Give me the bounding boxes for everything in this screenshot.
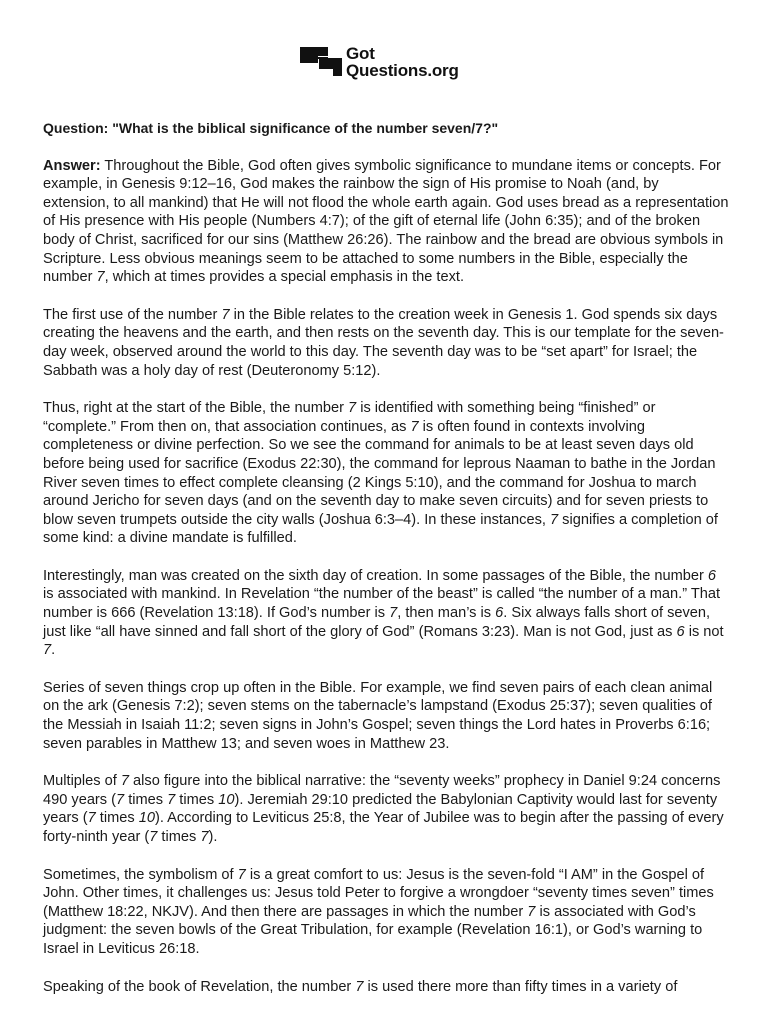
- emphasis-number: 7: [200, 829, 209, 845]
- emphasis-number: 6: [707, 567, 717, 584]
- answer-paragraph: Sometimes, the symbolism of 7 is a great comfort to us: Jesus is the seven-fold “I AM” in the Gospel of John. Other times, it challenges us: Jesus told Peter to forgive a wrongdoer “seventy times seven” times (Matthew 18:22, NKJV). And then there are passages in which the number 7 is associated with God’s judgment: the seven bowls of the Great Tribulation, for example (Revelation 16:1), or God’s warning to Israel in Leviticus 26:18.: [43, 866, 714, 957]
- emphasis-number: 7: [120, 773, 129, 790]
- answer-paragraph: The first use of the number 7 in the Bible relates to the creation week in Genesis 1. God spends six days creating the heavens and the earth, and then rests on the seventh day. This is our template for the seven-day week, observed around the world to this day. The seventh day was to be “set apart” for Israel; the Sabbath was a holy day of rest (Deuteronomy 5:12).: [43, 306, 724, 379]
- brand-name: [346, 45, 459, 79]
- emphasis-number: 7: [550, 511, 559, 528]
- emphasis-number: 7: [410, 418, 419, 435]
- answer-paragraphs: [43, 157, 729, 997]
- question-heading: Question: "What is the biblical significance of the number seven/7?": [43, 120, 499, 136]
- emphasis-number: 7: [221, 306, 230, 323]
- emphasis-number: 7: [527, 903, 536, 920]
- answer-paragraph: Interestingly, man was created on the sixth day of creation. In some passages of the Bible, the number 6 is associated with mankind. In Revelation “the number of the beast” is called “the number of a man.” That number is 666 (Revelation 13:18). If God’s number is 7, then man’s is 6. Six always falls short of seven, just like “all have sinned and fall short of the glory of God” (Romans 3:23). Man is not God, just as 6 is not 7.: [43, 567, 724, 659]
- answer-label: Answer:: [43, 157, 101, 174]
- emphasis-number: 7: [355, 978, 364, 995]
- emphasis-number: 10: [138, 810, 155, 827]
- emphasis-number: 6: [676, 623, 685, 640]
- emphasis-number: 7: [87, 810, 96, 827]
- emphasis-number: 7: [167, 791, 176, 808]
- emphasis-number: 7: [43, 642, 52, 659]
- answer-paragraph: Series of seven things crop up often in the Bible. For example, we find seven pairs of each clean animal on the ark (Genesis 7:2); seven stems on the tabernacle’s lampstand (Exodus 25:37); seven qualities of the Messiah in Isaiah 11:2; seven signs in John’s Gospel; seven things the Lord hates in Proverbs 6:16; seven parables in Matthew 13; and seven woes in Matthew 23.: [43, 679, 713, 752]
- emphasis-number: 10: [218, 791, 235, 808]
- gotquestions-logo-icon: [298, 43, 344, 81]
- brand-logo[interactable]: [298, 42, 459, 82]
- brand-line1: Got: [346, 44, 375, 63]
- answer-paragraph: Answer: Throughout the Bible, God often gives symbolic significance to mundane items or concepts. For example, in Genesis 9:12–16, God makes the rainbow the sign of His promise to Noah (and, by extension, to all mankind) that He will not flood the whole earth again. God uses bread as a representation of His presence with His people (Numbers 4:7); of the gift of eternal life (John 6:35); and of the broken body of Christ, sacrificed for our sins (Matthew 26:26). The rainbow and the bread are obvious symbols in Scripture. Less obvious meanings seem to be attached to some numbers in the Bible, especially the number 7, which at times provides a special emphasis in the text.: [43, 157, 729, 286]
- emphasis-number: 7: [149, 829, 158, 845]
- emphasis-number: 7: [96, 269, 105, 286]
- answer-paragraph: Speaking of the book of Revelation, the number 7 is used there more than fifty times in a variety of: [43, 978, 678, 995]
- article-body: [43, 119, 729, 1015]
- brand-line2: Questions.org: [346, 61, 459, 80]
- answer-paragraph: Thus, right at the start of the Bible, the number 7 is identified with something being “finished” or “complete.” From then on, that association continues, as 7 is often found in contexts involving completeness or divine perfection. So we see the command for animals to be at least seven days old before being used for sacrifice (Exodus 22:30), the command for leprous Naaman to bathe in the Jordan River seven times to effect complete cleansing (2 Kings 5:10), and the command for Joshua to march around Jericho for seven days (and on the seventh day to make seven circuits) and for seven priests to blow seven trumpets outside the city walls (Joshua 6:3–4). In these instances, 7 signifies a completion of some kind: a divine mandate is fulfilled.: [43, 400, 718, 547]
- emphasis-number: 7: [116, 791, 125, 808]
- emphasis-number: 7: [389, 605, 398, 622]
- emphasis-number: 6: [495, 605, 504, 622]
- emphasis-number: 7: [348, 400, 357, 417]
- emphasis-number: 7: [237, 866, 246, 883]
- answer-paragraph: Multiples of 7 also figure into the biblical narrative: the “seventy weeks” prophecy in Daniel 9:24 concerns 490 years (7 times 7 times 10). Jeremiah 29:10 predicted the Babylonian Captivity would last for seventy years (7 times 10). According to Leviticus 25:8, the Year of Jubilee was to begin after the passing of every forty-ninth year (7 times 7).: [43, 773, 724, 845]
